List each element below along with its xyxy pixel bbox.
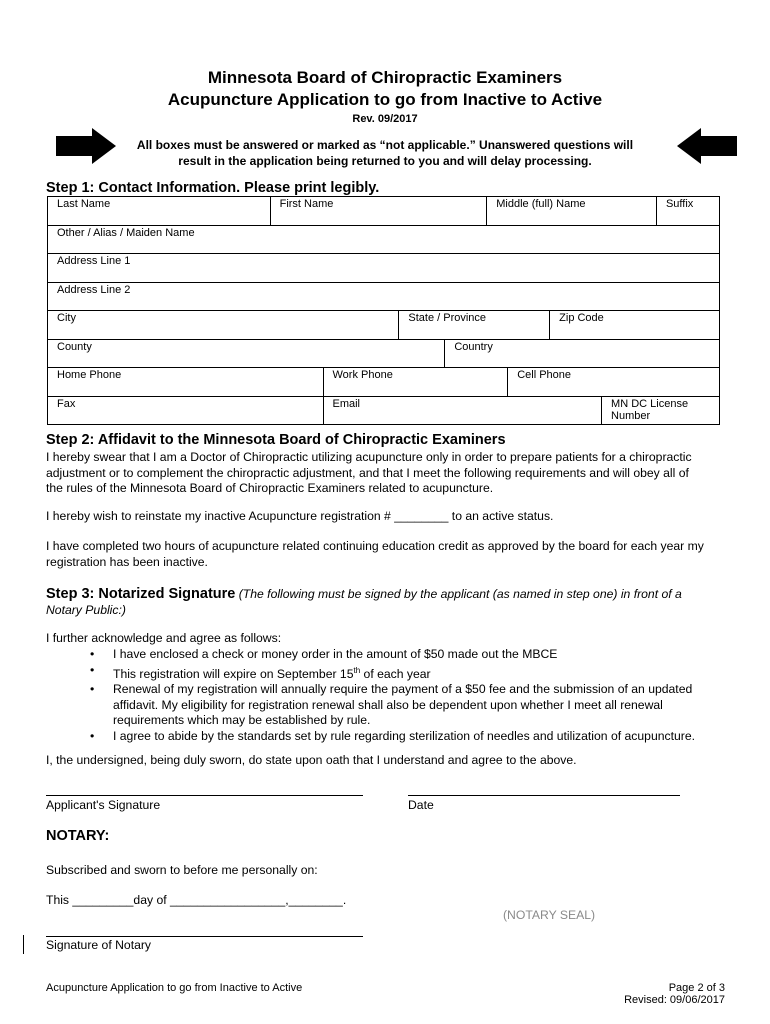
list-item-line: requirements which may be established by rule. <box>113 713 371 728</box>
page-number: Page 2 of 3 <box>668 982 725 994</box>
home-phone-field[interactable] <box>48 368 324 397</box>
field-label: Home Phone <box>57 369 122 381</box>
list-item <box>90 647 695 663</box>
first-name-field[interactable] <box>270 197 487 226</box>
license-number-field[interactable] <box>602 396 720 425</box>
field-label: MN DC License Number <box>611 397 689 422</box>
paragraph-line: registration has been inactive. <box>46 554 208 569</box>
step3-heading: Step 3: Notarized Signature <box>46 586 236 602</box>
subscribed-statement: Subscribed and sworn to before me personally on: <box>46 863 318 877</box>
email-field[interactable] <box>323 396 602 425</box>
right-arrow-icon <box>56 128 116 164</box>
warning-notice <box>120 137 650 169</box>
applicant-signature-line[interactable] <box>46 795 363 796</box>
notary-date-line[interactable]: This _________day of _________________,________. <box>46 893 347 907</box>
warning-line: All boxes must be answered or marked as “not applicable.” Unanswered questions will <box>136 138 634 152</box>
notary-signature-line[interactable] <box>46 936 363 937</box>
state-field[interactable] <box>399 311 550 340</box>
reinstate-statement: I hereby wish to reinstate my inactive Acupuncture registration # ________ to an active status. <box>46 509 554 523</box>
address-line1-field[interactable] <box>48 254 720 283</box>
table-row <box>48 282 720 311</box>
table-row <box>48 339 720 368</box>
city-field[interactable] <box>48 311 399 340</box>
list-item <box>90 729 695 745</box>
form-subtitle: Acupuncture Application to go from Inactive to Active <box>167 90 603 109</box>
revision-label: Rev. 09/2017 <box>352 113 418 125</box>
education-statement <box>46 539 704 570</box>
field-label: Address Line 1 <box>57 255 131 267</box>
form-title: Minnesota Board of Chiropractic Examiners <box>207 68 563 87</box>
work-phone-field[interactable] <box>323 368 508 397</box>
list-item-text: I have enclosed a check or money order in the amount of $50 made out the MBCE <box>113 647 558 661</box>
cell-phone-field[interactable] <box>508 368 720 397</box>
table-row <box>48 368 720 397</box>
date-line[interactable] <box>408 795 680 796</box>
list-item-text: This registration will expire on September 15 <box>113 666 354 681</box>
superscript: th <box>353 665 361 675</box>
field-label: Middle (full) Name <box>496 198 586 210</box>
affidavit-paragraph <box>46 450 692 497</box>
notary-seal-placeholder: (NOTARY SEAL) <box>503 908 596 922</box>
last-name-field[interactable] <box>48 197 271 226</box>
table-row <box>48 197 720 226</box>
paragraph-line: I hereby swear that I am a Doctor of Chiropractic utilizing acupuncture only in order to prepare patients for a chiropractic <box>46 450 692 464</box>
table-row <box>48 225 720 254</box>
warning-line: result in the application being returned to you and will delay processing. <box>178 154 592 168</box>
other-name-field[interactable] <box>48 225 720 254</box>
field-label: Zip Code <box>559 312 604 324</box>
oath-statement: I, the undersigned, being duly sworn, do state upon oath that I understand and agree to the above. <box>46 753 577 767</box>
list-item-line: • Renewal of my registration will annually require the payment of a $50 fee and the submission of an updated <box>113 682 693 697</box>
field-label: Other / Alias / Maiden Name <box>57 226 195 239</box>
field-label: Country <box>454 340 493 353</box>
notary-signature-label: Signature of Notary <box>46 938 152 952</box>
country-field[interactable] <box>445 339 720 368</box>
county-field[interactable] <box>48 339 445 368</box>
list-item-line: affidavit. My eligibility for registration renewal shall also be dependent upon whether I meet all renewal <box>113 697 663 712</box>
list-item-text: I agree to abide by the standards set by rule regarding sterilization of needles and utilization of acupuncture. <box>113 728 695 743</box>
field-label: Fax <box>57 397 76 410</box>
notary-heading: NOTARY: <box>46 828 110 844</box>
field-label: State / Province <box>408 312 487 324</box>
field-label: Cell Phone <box>517 369 572 381</box>
list-item-text: of each year <box>360 666 431 681</box>
suffix-field[interactable] <box>656 197 719 226</box>
field-label: Suffix <box>665 198 694 210</box>
field-label: City <box>57 312 76 324</box>
table-row <box>48 311 720 340</box>
address-line2-field[interactable] <box>48 282 720 311</box>
table-row <box>48 254 720 283</box>
field-label: Work Phone <box>332 369 393 381</box>
applicant-signature-label: Applicant's Signature <box>46 798 161 812</box>
table-row <box>48 396 720 425</box>
field-label: Email <box>332 397 361 410</box>
text-cursor <box>23 935 24 954</box>
footer-title: Acupuncture Application to go from Inactive to Active <box>46 982 303 994</box>
field-label: Address Line 2 <box>57 283 131 296</box>
step1-heading: Step 1: Contact Information. Please print legibly. <box>46 180 380 196</box>
acknowledgement-list <box>90 647 695 744</box>
left-arrow-icon <box>677 128 737 164</box>
zip-field[interactable] <box>550 311 720 340</box>
footer-page-info <box>624 982 725 1006</box>
field-label: County <box>57 340 92 353</box>
field-label: Last Name <box>57 198 111 210</box>
step3-note: (The following must be signed by the applicant (as named in step one) in front of a <box>238 587 682 601</box>
paragraph-line: I have completed two hours of acupuncture related continuing education credit as approved by the board for each year my <box>46 539 704 553</box>
fax-field[interactable] <box>48 396 324 425</box>
list-item <box>90 682 695 729</box>
middle-name-field[interactable] <box>487 197 657 226</box>
revised-date: Revised: 09/06/2017 <box>624 994 725 1006</box>
acknowledge-intro: I further acknowledge and agree as follows: <box>46 631 282 645</box>
step3-header <box>46 587 726 618</box>
paragraph-line: the rules of the Minnesota Board of Chiropractic Examiners related to acupuncture. <box>46 481 494 495</box>
contact-table <box>47 196 720 425</box>
paragraph-line: adjustment or to complement the chiropractic adjustment, and that I meet the following requirements and will obey all of <box>46 465 689 480</box>
date-label: Date <box>408 798 434 812</box>
step2-heading: Step 2: Affidavit to the Minnesota Board of Chiropractic Examiners <box>46 432 506 448</box>
step3-note: Notary Public:) <box>46 602 126 617</box>
field-label: First Name <box>279 198 334 210</box>
list-item <box>90 663 695 683</box>
